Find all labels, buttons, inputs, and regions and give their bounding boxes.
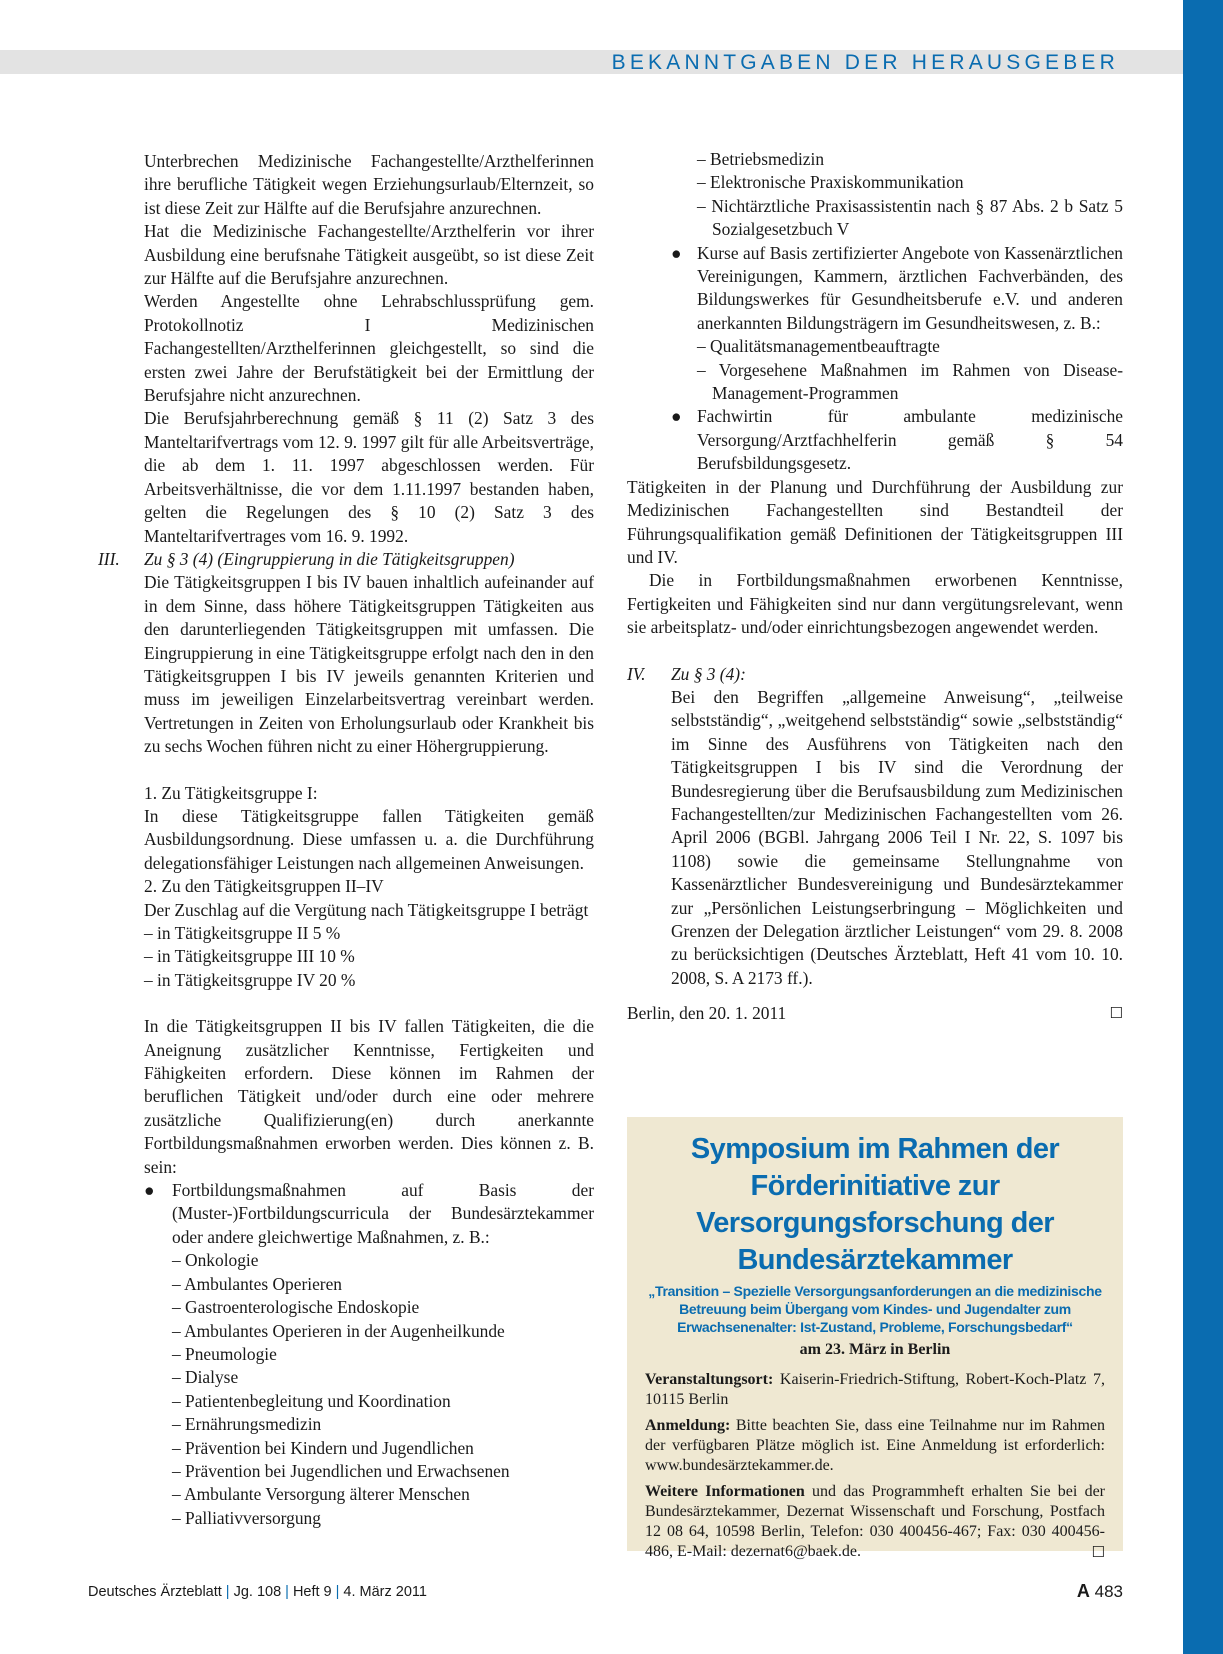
- subheading: 2. Zu den Tätigkeitsgruppen II–IV: [144, 876, 384, 897]
- venue-label: Veranstaltungsort:: [645, 1371, 774, 1388]
- paragraph: Tätigkeiten in der Planung und Durchführung der Ausbildung zur Medizinischen Fachangestellten sind Bestandteil der Führungsqualifikation gemäß Definitionen der Tätigkeitsgruppen III und IV.: [627, 476, 1123, 567]
- list-item: – Gastroenterologische Endoskopie: [172, 1297, 420, 1318]
- list-item: – Patientenbegleitung und Koordination: [172, 1390, 451, 1411]
- footer-separator: |: [335, 1584, 340, 1600]
- sub-list: [627, 335, 1123, 405]
- section-title: BEKANNTGABEN DER HERAUSGEBER: [611, 51, 1119, 74]
- paragraph: Die Tätigkeitsgruppen I bis IV bauen inhaltlich aufeinander auf in dem Sinne, dass höhere Tätigkeitsgruppen Tätigkeiten aus den darunterliegenden Tätigkeitsgruppen mit umfassen. Die Eingruppierung in eine Tätigkeitsgruppe erfolgt nach den in den Tätigkeitsgruppen I bis IV jeweils genannten Kriterien und muss im jeweiligen Einzelarbeitsvertrag vereinbart werden. Vertretungen in Zeiten von Erholungsurlaub oder Krankheit bis zu sechs Wochen führen nicht zu einer Höhergruppierung.: [144, 572, 594, 757]
- left-column: [98, 150, 594, 1530]
- bullet-item: [627, 242, 1123, 336]
- journal-name: Deutsches Ärzteblatt: [88, 1584, 222, 1600]
- announcement-title: Symposium im Rahmen der Förderinitiative zur Versorgungsforschung der Bundesärztekammer: [690, 1133, 1060, 1276]
- list-item: – Onkologie: [172, 1250, 259, 1271]
- page-number: [1077, 1581, 1123, 1602]
- bullet-item: [144, 1179, 594, 1249]
- footer-separator: |: [285, 1584, 289, 1600]
- list-item: – Prävention bei Jugendlichen und Erwachsenen: [172, 1460, 510, 1481]
- list-item: – Ambulante Versorgung älterer Menschen: [172, 1484, 470, 1505]
- section-heading-text: Zu § 3 (4):: [671, 663, 746, 684]
- issue-date: 4. März 2011: [343, 1584, 427, 1600]
- footer-separator: |: [225, 1584, 230, 1600]
- bullet-dot: ●: [671, 406, 682, 427]
- list-item: – Ernährungsmedizin: [172, 1414, 322, 1435]
- registration-text: Bitte beachten Sie, dass eine Teilnahme nur im Rahmen der verfügbaren Plätze möglich ist. Eine Anmeldung ist erforderlich: www.bundesärztekammer.de.: [645, 1417, 1105, 1474]
- section-heading-text: Zu § 3 (4) (Eingruppierung in die Tätigkeitsgruppen): [144, 548, 515, 569]
- paragraph: Bei den Begriffen „allgemeine Anweisung“, „teilweise selbstständig“, „weitgehend selbstständig“ sowie „selbstständig“ im Sinne des Ausführens von Tätigkeiten nach den Tätigkeitsgruppen I bis IV sind die Verordnung der Bundesregierung über die Berufsausbildung zum Medizinischen Fachangestellten/zur Medizinischen Fachangestellten vom 26. April 2006 (BGBl. Jahrgang 2006 Teil I Nr. 22, S. 1097 bis 1108) sowie die gemeinsame Stellungnahme von Kassenärztlicher Bundesvereinigung und Bundesärztekammer zur „Persönlichen Leistungserbringung – Möglichkeiten und Grenzen der Delegation ärztlicher Leistungen“ vom 29. 8. 2008 zu berücksichtigen (Deutsches Ärzteblatt, Heft 41 vom 10. 10. 2008, S. A 2173 ff.).: [671, 686, 1123, 988]
- journal-volume: Jg. 108: [233, 1584, 282, 1600]
- list-item: – Palliativversorgung: [172, 1507, 321, 1528]
- section-body: [627, 686, 1123, 990]
- announcement-subtitle: „Transition – Spezielle Versorgungsanforderungen an die medizinische Betreuung beim Übergang vom Kindes- und Jugendalter zum Erwachsenenalter: Ist-Zustand, Probleme, Forschungsbedarf“: [648, 1283, 1102, 1335]
- end-mark-icon: ☐: [1109, 1004, 1123, 1023]
- list-item: – Betriebsmedizin: [697, 149, 825, 169]
- paragraph: Die in Fortbildungsmaßnahmen erworbenen Kenntnisse, Fertigkeiten und Fähigkeiten sind nur dann vergütungsrelevant, wenn sie arbeitsplatz- und/oder einrichtungsbezogen angewendet werden.: [627, 570, 1123, 638]
- announcement-date: am 23. März in Berlin: [799, 1341, 951, 1358]
- section-number: IV.: [627, 663, 646, 684]
- symposium-announcement-box: [627, 1117, 1123, 1561]
- date-line: [627, 1002, 1123, 1025]
- bullet-item: [627, 405, 1123, 475]
- side-color-bar: [1183, 0, 1223, 1654]
- paragraph: Unterbrechen Medizinische Fachangestellte/Arzthelferinnen ihre berufliche Tätigkeit wegen Erziehungsurlaub/Elternzeit, so ist diese Zeit zur Hälfte auf die Berufsjahre anzurechnen.: [144, 151, 594, 218]
- registration-info: [645, 1416, 1105, 1476]
- journal-issue: Heft 9: [292, 1584, 332, 1600]
- right-column: [627, 148, 1123, 1026]
- info-text: und das Programmheft erhalten Sie bei der Bundesärztekammer, Dezernat Wissenschaft und Forschung, Postfach 12 08 64, 10598 Berlin, Telefon: 030 400456-467; Fax: 030 400456-486, E-Mail: dezernat6@baek.de.: [645, 1483, 1105, 1560]
- sub-list: [627, 148, 1123, 242]
- list-item: – Dialyse: [172, 1367, 239, 1388]
- list-item: – in Tätigkeitsgruppe IV 20 %: [144, 969, 356, 990]
- bullet-dot: ●: [144, 1180, 155, 1201]
- paragraph: Werden Angestellte ohne Lehrabschlussprüfung gem. Protokollnotiz I Medizinischen Fachangestellten/Arzthelferinnen gleichgestellt, so sind die ersten zwei Jahre der Berufstätigkeit bei der Ermittlung der Berufsjahre nicht anzurechnen.: [144, 291, 594, 406]
- paragraph: Der Zuschlag auf die Vergütung nach Tätigkeitsgruppe I beträgt: [144, 899, 589, 920]
- venue-text: Kaiserin-Friedrich-Stiftung, Robert-Koch-Platz 7, 10115 Berlin: [645, 1371, 1105, 1408]
- page-footer: [88, 1581, 1123, 1606]
- page-number-value: 483: [1094, 1582, 1123, 1601]
- list-item: – Ambulantes Operieren: [172, 1273, 342, 1294]
- list-item: – Elektronische Praxiskommunikation: [697, 172, 964, 193]
- section-heading-3: [98, 548, 594, 571]
- paragraph: In die Tätigkeitsgruppen II bis IV fallen Tätigkeiten, die die Aneignung zusätzlicher Kenntnisse, Fertigkeiten und Fähigkeiten erfordern. Diese können im Rahmen der beruflichen Tätigkeit und/oder durch eine oder mehrere zusätzliche Qualifizierung(en) durch anerkannte Fortbildungsmaßnahmen erworben werden. Dies können z. B. sein:: [144, 1016, 594, 1177]
- list-item: – Ambulantes Operieren in der Augenheilkunde: [172, 1320, 505, 1341]
- list-item: – Qualitätsmanagementbeauftragte: [697, 336, 940, 357]
- bullet-text: Fachwirtin für ambulante medizinische Versorgung/Arztfachhelferin gemäß § 54 Berufsbildungsgesetz.: [697, 406, 1123, 474]
- bullet-text: Kurse auf Basis zertifizierter Angebote von Kassenärztlichen Vereinigungen, Kammern, ärztlichen Fachverbänden, des Bildungswerkes für Gesundheitsberufe e.V. und anderen anerkannten Bildungsträgern im Gesundheitswesen, z. B.:: [697, 242, 1123, 333]
- list-item: – Nichtärztliche Praxisassistentin nach § 87 Abs. 2 b Satz 5 Sozialgesetzbuch V: [697, 195, 1123, 240]
- list-item: – Vorgesehene Maßnahmen im Rahmen von Disease-Management-Programmen: [697, 359, 1123, 404]
- sub-list: [144, 1249, 594, 1530]
- registration-label: Anmeldung:: [645, 1417, 731, 1434]
- page-prefix: A: [1076, 1581, 1090, 1601]
- list-item: – Pneumologie: [172, 1343, 277, 1364]
- info-label: Weitere Informationen: [645, 1483, 805, 1500]
- end-mark-icon: ☐: [1091, 1543, 1105, 1561]
- section-heading-4: [627, 663, 1123, 686]
- paragraph: Hat die Medizinische Fachangestellte/Arzthelferin vor ihrer Ausbildung eine berufsnahe Tätigkeit ausgeübt, so ist diese Zeit zur Hälfte auf die Berufsjahre anzurechnen.: [144, 221, 594, 289]
- bullet-dot: ●: [671, 242, 682, 263]
- list-item: – Prävention bei Kindern und Jugendlichen: [172, 1437, 474, 1458]
- paragraph: Die Berufsjahrberechnung gemäß § 11 (2) Satz 3 des Manteltarifvertrags vom 12. 9. 1997 gilt für alle Arbeitsverträge, die ab dem 1. 11. 1997 abgeschlossen werden. Für Arbeitsverhältnisse, die vor dem 1.11.1997 bestanden haben, gelten die Regelungen des § 10 (2) Satz 3 des Manteltarifvertrages vom 16. 9. 1992.: [144, 408, 594, 546]
- list-item: – in Tätigkeitsgruppe III 10 %: [144, 946, 355, 967]
- signature-date: Berlin, den 20. 1. 2011: [627, 1003, 787, 1024]
- bullet-text: Fortbildungsmaßnahmen auf Basis der (Muster-)Fortbildungscurricula der Bundesärztekammer oder andere gleichwertige Maßnahmen, z. B.:: [172, 1180, 594, 1247]
- section-number: III.: [98, 548, 120, 569]
- subheading: 1. Zu Tätigkeitsgruppe I:: [144, 782, 318, 803]
- further-info: [645, 1482, 1105, 1562]
- venue-info: [645, 1370, 1105, 1410]
- paragraph: In diese Tätigkeitsgruppe fallen Tätigkeiten gemäß Ausbildungsordnung. Diese umfassen u. a. die Durchführung delegationsfähiger Leistungen nach allgemeinen Anweisungen.: [144, 805, 594, 873]
- list-item: – in Tätigkeitsgruppe II 5 %: [144, 923, 341, 943]
